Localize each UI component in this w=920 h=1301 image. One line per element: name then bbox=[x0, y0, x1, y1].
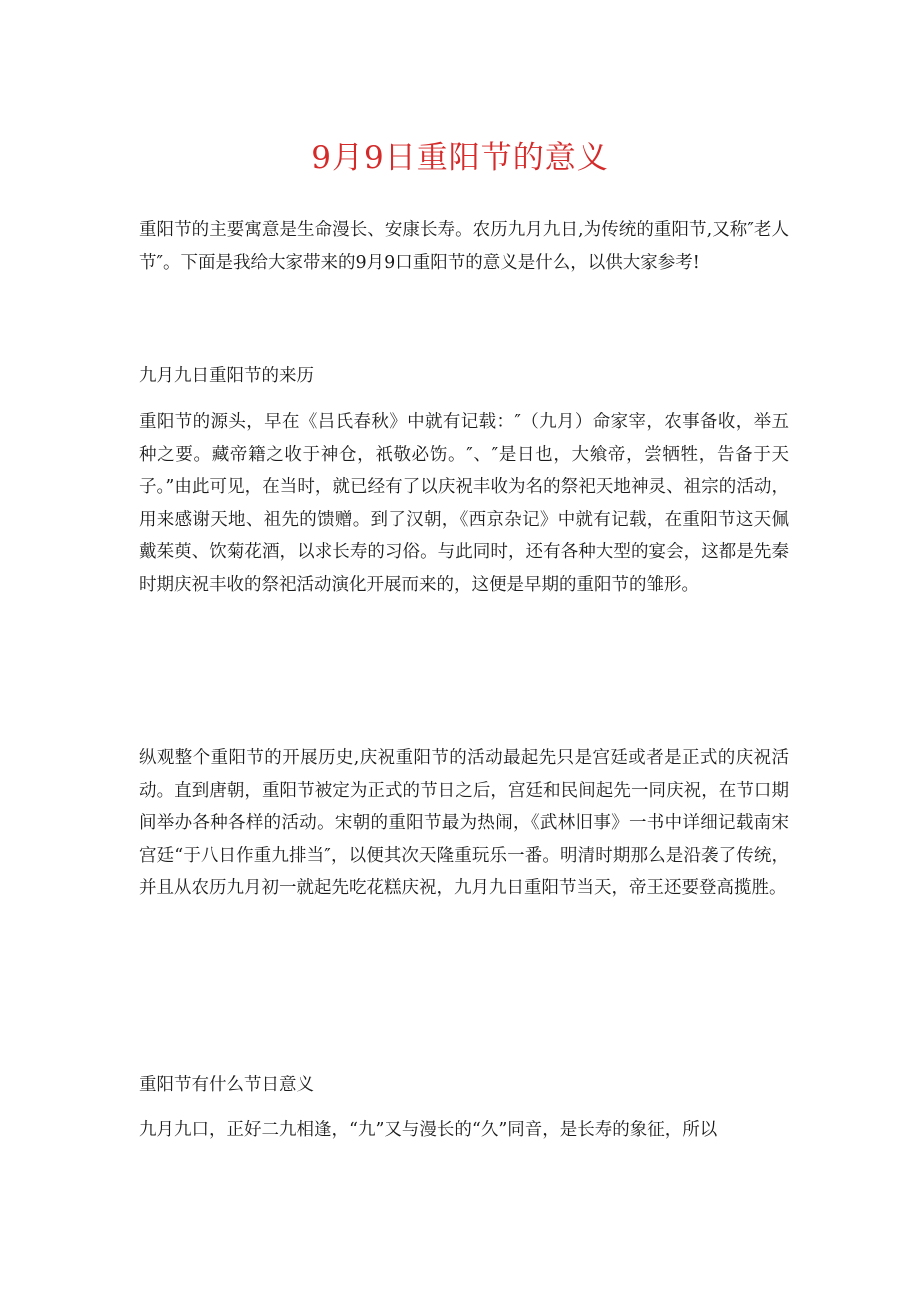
origin-paragraph-1: 重阳节的源头，早在《吕氏春秋》中就有记载：″（九月）命家宰，农事备收，举五种之要。藏帝籍之收于神仓，祇敬必饬。″、″是日也，大飨帝，尝牺牲，告备于天子。”由此可见，在当时，就已经有了以庆祝丰收为名的祭祀天地神灵、祖宗的活动，用来感谢天地、祖先的馈赠。到了汉朝，《西京杂记》中就有记载，在重阳节这天佩戴茱萸、饮菊花酒，以求长寿的习俗。与此同时，还有各种大型的宴会，这都是先秦时期庆祝丰收的祭祀活动演化开展而来的，这便是早期的重阳节的雏形。 bbox=[139, 412, 789, 595]
intro-paragraph: 重阳节的主要寓意是生命漫长、安康长寿。农历九月九日,为传统的重阳节,又称″老人节″。下面是我给大家带来的9月9口重阳节的意义是什么，以供大家参考! bbox=[139, 220, 789, 273]
meaning-paragraph-1: 九月九口，正好二九相逢，“九”又与漫长的“久”同音，是长寿的象征，所以 bbox=[139, 1120, 718, 1140]
section-heading-meaning: 重阳节有什么节日意义 bbox=[139, 1075, 314, 1095]
section-heading-origin: 九月九日重阳节的来历 bbox=[139, 366, 314, 386]
origin-paragraph-2: 纵观整个重阳节的开展历史,庆祝重阳节的活动最起先只是宫廷或者是正式的庆祝活动。直到唐朝，重阳节被定为正式的节日之后，宫廷和民间起先一同庆祝，在节口期间举办各种各样的活动。宋朝的重阳节最为热闹，《武林旧事》一书中详细记载南宋宫廷“于八日作重九排当″，以便其次天隆重玩乐一番。明清时期那么是沿袭了传统，并且从农历九月初一就起先吃花糕庆祝，九月九日重阳节当天，帝王还要登高揽胜。 bbox=[139, 748, 789, 899]
document-title: 9月9日重阳节的意义 bbox=[311, 140, 609, 176]
